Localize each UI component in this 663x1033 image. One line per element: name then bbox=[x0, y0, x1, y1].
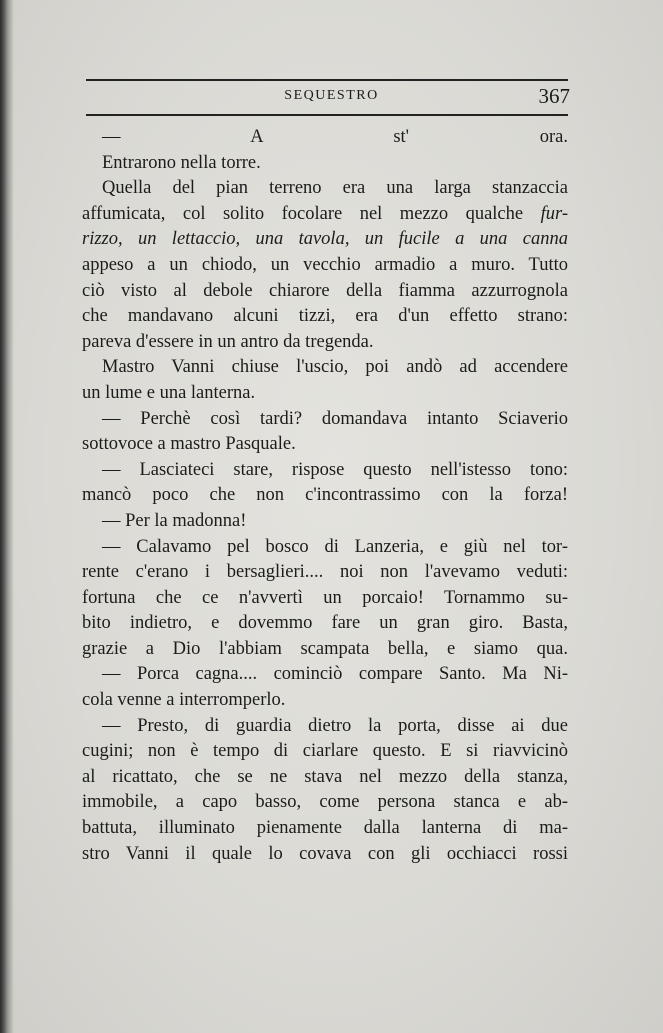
text-line: bito indietro, e dovemmo fare un gran giro. Basta, bbox=[82, 613, 568, 634]
text-line: cugini; non è tempo di ciarlare questo. E si riavvicinò bbox=[82, 741, 568, 762]
text-line: — Lasciateci stare, rispose questo nell'istesso tono: bbox=[102, 459, 568, 480]
text-line: fortuna che ce n'avvertì un porcaio! Tornammo su- bbox=[82, 587, 568, 608]
italic-word: fur- bbox=[540, 203, 569, 224]
header-rule-bottom bbox=[86, 114, 568, 116]
text-line: grazie a Dio l'abbiam scampata bella, e siamo qua. bbox=[82, 638, 568, 659]
text-line: mancò poco che non c'incontrassimo con la forza! bbox=[82, 485, 568, 506]
text-line: Entrarono nella torre. bbox=[102, 152, 261, 173]
text-line: — Porca cagna.... cominciò compare Santo. Ma Ni- bbox=[102, 664, 568, 685]
text-line: ciò visto al debole chiarore della fiamma azzurrognola bbox=[82, 280, 568, 301]
text-line bbox=[82, 227, 568, 253]
text-line-part: affumicata, col solito focolare nel mezzo qualche bbox=[82, 203, 524, 224]
text-line: sottovoce a mastro Pasquale. bbox=[82, 434, 296, 455]
body-text bbox=[82, 125, 568, 867]
text-line: rente c'erano i bersaglieri.... noi non l'avevamo veduti: bbox=[82, 562, 568, 583]
text-line-part: rizzo, un lettaccio, una tavola, un fucile a una canna bbox=[82, 229, 568, 250]
text-line: immobile, a capo basso, come persona stanca e ab- bbox=[82, 792, 568, 813]
header-rule-top bbox=[86, 79, 568, 81]
page-spine-shadow bbox=[0, 0, 14, 1033]
text-line: — Per la madonna! bbox=[102, 510, 247, 531]
text-line: pareva d'essere in un antro da tregenda. bbox=[82, 331, 374, 352]
text-line: che mandavano alcuni tizzi, era d'un effetto strano: bbox=[82, 306, 568, 327]
text-line: al ricattato, che se ne stava nel mezzo della stanza, bbox=[82, 766, 568, 787]
text-line bbox=[82, 202, 568, 228]
text-line: — Presto, di guardia dietro la porta, disse ai due bbox=[102, 715, 568, 736]
text-line: appeso a un chiodo, un vecchio armadio a muro. Tutto bbox=[82, 254, 568, 275]
page-number: 367 bbox=[538, 84, 570, 108]
text-line: stro Vanni il quale lo covava con gli occhiacci rossi bbox=[82, 843, 568, 864]
text-line: Mastro Vanni chiuse l'uscio, poi andò ad accendere bbox=[102, 357, 568, 378]
text-line: un lume e una lanterna. bbox=[82, 382, 256, 403]
text-line: — A st' ora. bbox=[102, 127, 568, 147]
running-title: SEQUESTRO bbox=[284, 88, 379, 103]
text-line: — Calavamo pel bosco di Lanzeria, e giù nel tor- bbox=[102, 536, 568, 557]
text-line: — Perchè così tardi? domandava intanto Sciaverio bbox=[102, 408, 568, 429]
text-line: Quella del pian terreno era una larga stanzaccia bbox=[102, 178, 568, 199]
text-line: battuta, illuminato pienamente dalla lanterna di ma- bbox=[82, 818, 568, 839]
text-line: cola venne a interromperlo. bbox=[82, 690, 286, 711]
